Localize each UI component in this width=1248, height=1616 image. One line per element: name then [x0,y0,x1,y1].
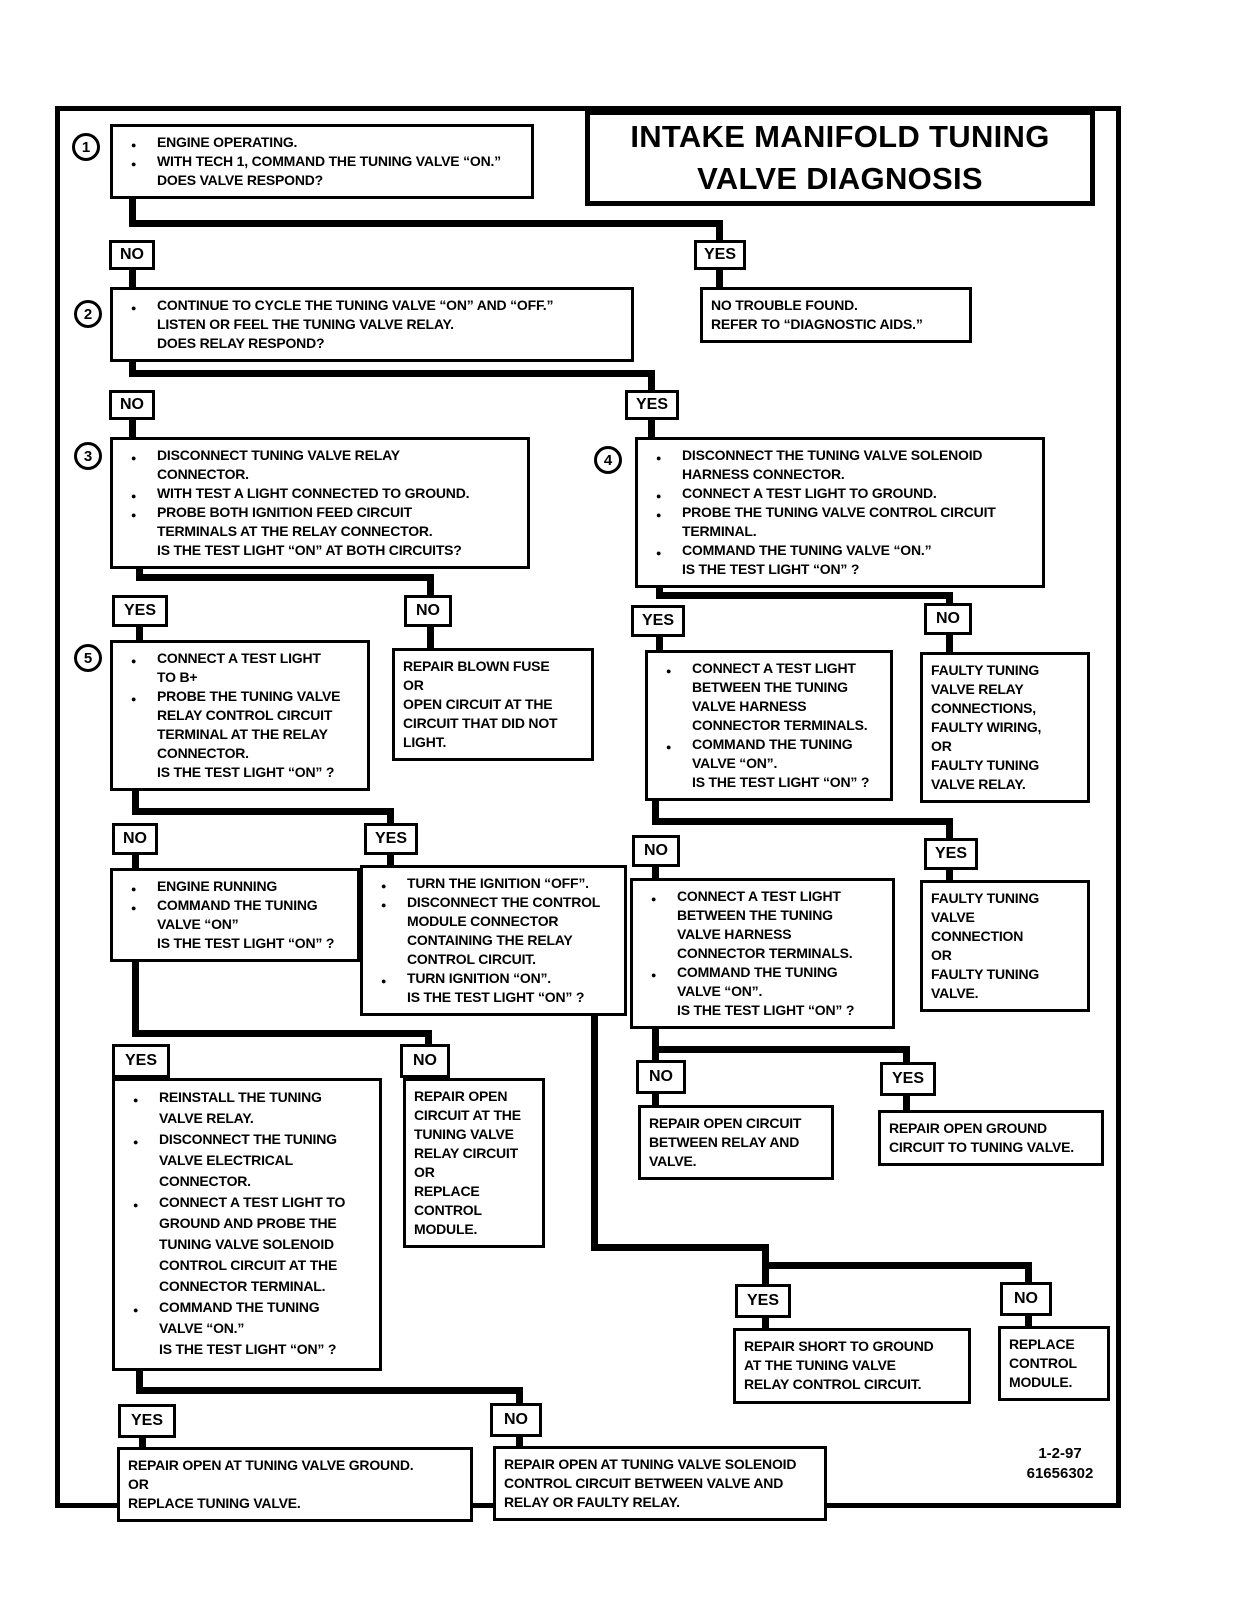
connector-line [427,574,434,597]
connector-line [648,370,655,392]
box-line: FAULTY TUNING [931,757,1040,773]
connector-line [946,818,953,840]
box-line: LISTEN OR FEEL THE TUNING VALVE RELAY. [157,316,454,332]
box-line: REFER TO “DIAGNOSTIC AIDS.” [711,316,923,332]
flow-box-replace-control-module [998,1326,1110,1401]
box-line: CONNECTOR. [159,1173,251,1189]
box-line: IS THE TEST LIGHT “ON” ? [157,935,335,951]
decision-tag-no: NO [490,1403,542,1437]
flow-box-step4 [635,437,1045,588]
connector-line [652,1024,659,1062]
box-line: CONTROL [1009,1355,1077,1371]
decision-tag-no: NO [1000,1282,1052,1316]
footer-date: 1-2-97 [1038,1445,1082,1462]
box-line: VALVE “ON”. [692,755,778,771]
box-line: ● ENGINE RUNNING [121,877,349,896]
box-line: REPAIR OPEN AT TUNING VALVE SOLENOID [504,1456,797,1472]
box-line: VALVE HARNESS [677,926,792,942]
box-line: DOES VALVE RESPOND? [157,172,324,188]
box-line: ● CONNECT A TEST LIGHT TO [123,1192,371,1213]
flow-box-repair-solenoid-circuit [493,1446,827,1521]
decision-tag-no: NO [400,1044,450,1078]
connector-line [132,808,394,815]
flow-box-connect-test-light-b [630,878,895,1029]
connector-line [716,268,723,289]
box-line: ● COMMAND THE TUNING [656,735,882,754]
box-line: VALVE ELECTRICAL [159,1152,293,1168]
connector-line [762,1262,1032,1269]
flow-box-repair-tuning-valve-ground [117,1447,473,1522]
decision-tag-yes: YES [364,823,418,855]
box-line: OR [414,1164,435,1180]
box-line: GROUND AND PROBE THE [159,1215,337,1231]
box-line: IS THE TEST LIGHT “ON” ? [677,1002,855,1018]
decision-tag-no: NO [112,823,158,855]
box-line: MODULE. [1009,1374,1073,1390]
flow-box-step1 [110,124,534,199]
decision-tag-no: NO [109,390,155,420]
box-line: VALVE. [649,1153,697,1169]
box-line: CONNECTOR TERMINAL. [159,1278,326,1294]
step-circle-3: 3 [74,442,102,470]
box-line: CONNECTOR TERMINALS. [677,945,853,961]
box-line: ● REINSTALL THE TUNING [123,1087,371,1108]
box-line: REPLACE TUNING VALVE. [128,1495,301,1511]
box-line: CONNECTOR. [157,745,249,761]
decision-tag-yes: YES [625,390,679,420]
flow-box-reinstall-relay [112,1078,382,1371]
box-line: VALVE. [931,985,979,1001]
flow-box-repair-open-between-relay-valve [638,1105,834,1180]
box-line: TO B+ [157,669,198,685]
box-line: ● CONNECT A TEST LIGHT [656,659,882,678]
decision-tag-yes: YES [631,605,685,637]
box-line: CONTROL CIRCUIT. [407,951,536,967]
decision-tag-yes: YES [880,1062,936,1096]
flow-box-no-trouble-found [700,287,972,343]
flow-box-repair-blown-fuse [392,648,594,761]
box-line: LIGHT. [403,734,447,750]
box-line: ● CONNECT A TEST LIGHT [121,649,359,668]
box-line: TERMINAL. [682,523,757,539]
connector-line [652,818,953,825]
box-line: RELAY CONTROL CIRCUIT. [744,1376,922,1392]
connector-line [129,220,723,227]
flow-box-faulty-connection [920,880,1090,1012]
box-line: ● TURN IGNITION “ON”. [371,969,616,988]
box-line: IS THE TEST LIGHT “ON” ? [407,989,585,1005]
step-circle-1: 1 [72,133,100,161]
decision-tag-yes: YES [924,838,978,870]
connector-line [656,592,953,599]
flow-box-connect-test-light-a [645,650,893,801]
box-line: IS THE TEST LIGHT “ON” ? [157,764,335,780]
box-line: RELAY CONTROL CIRCUIT [157,707,333,723]
box-line: CONNECTION [931,928,1024,944]
box-line: CONTROL CIRCUIT AT THE [159,1257,338,1273]
box-line: ● PROBE THE TUNING VALVE CONTROL CIRCUIT [646,503,1034,522]
connector-line [129,370,655,377]
box-line: VALVE RELAY [931,681,1024,697]
footer-docinfo [985,1444,1135,1484]
flow-box-repair-open-relay-circuit [403,1078,545,1248]
connector-line [136,1387,523,1394]
box-line: CIRCUIT TO TUNING VALVE. [889,1139,1074,1155]
decision-tag-no: NO [632,835,680,867]
page-title: INTAKE MANIFOLD TUNING VALVE DIAGNOSIS [585,110,1095,206]
box-line: TERMINALS AT THE RELAY CONNECTOR. [157,523,433,539]
box-line: REPAIR SHORT TO GROUND [744,1338,934,1354]
connector-line [1025,1262,1032,1284]
flow-box-step3 [110,437,530,569]
box-line: REPAIR OPEN CIRCUIT [649,1115,802,1131]
box-line: OR [128,1476,149,1492]
box-line: ● WITH TECH 1, COMMAND THE TUNING VALVE “ON.” [121,152,523,171]
flow-box-step5 [110,640,370,791]
box-line: ● DISCONNECT THE CONTROL [371,893,616,912]
connector-line [648,418,655,439]
box-line: IS THE TEST LIGHT “ON” ? [692,774,870,790]
connector-line [652,1046,910,1053]
box-line: OR [931,738,952,754]
box-line: CIRCUIT AT THE [414,1107,521,1123]
box-line: REPAIR OPEN AT TUNING VALVE GROUND. [128,1457,414,1473]
box-line: REPAIR OPEN [414,1088,508,1104]
decision-tag-yes: YES [118,1404,176,1438]
box-line: REPLACE [414,1183,480,1199]
box-line: VALVE [931,909,975,925]
box-line: VALVE “ON”. [677,983,763,999]
box-line: TUNING VALVE [414,1126,514,1142]
connector-line [129,268,136,289]
step-circle-5: 5 [74,644,102,672]
connector-line [427,625,434,650]
box-line: ● COMMAND THE TUNING [123,1297,371,1318]
decision-tag-no: NO [924,603,972,635]
box-line: ● PROBE BOTH IGNITION FEED CIRCUIT [121,503,519,522]
decision-tag-yes: YES [112,595,168,627]
box-line: ● COMMAND THE TUNING [121,896,349,915]
connector-line [132,952,139,1037]
flow-box-step2 [110,287,634,362]
box-line: IS THE TEST LIGHT “ON” ? [682,561,860,577]
box-line: ● WITH TEST A LIGHT CONNECTED TO GROUND. [121,484,519,503]
box-line: BETWEEN THE TUNING [692,679,848,695]
decision-tag-no: NO [404,595,452,627]
box-line: VALVE RELAY. [159,1110,254,1126]
footer-doc-number: 61656302 [1026,1465,1094,1482]
flow-box-repair-open-ground [878,1110,1104,1166]
box-line: FAULTY TUNING [931,662,1040,678]
box-line: MODULE CONNECTOR [407,913,559,929]
box-line: VALVE “ON.” [159,1320,245,1336]
box-line: ● ENGINE OPERATING. [121,133,523,152]
box-line: IS THE TEST LIGHT “ON” ? [159,1341,337,1357]
connector-line [946,633,953,654]
box-line: CONTROL CIRCUIT BETWEEN VALVE AND [504,1475,784,1491]
connector-line [591,1008,598,1251]
connector-line [129,418,136,439]
box-line: DOES RELAY RESPOND? [157,335,325,351]
box-line: HARNESS CONNECTOR. [682,466,845,482]
box-line: RELAY OR FAULTY RELAY. [504,1494,680,1510]
box-line: VALVE “ON” [157,916,239,932]
flow-box-faulty-relay [920,652,1090,803]
box-line: MODULE. [414,1221,478,1237]
decision-tag-yes: YES [735,1284,791,1318]
box-line: RELAY CIRCUIT [414,1145,518,1161]
step-circle-2: 2 [74,300,102,328]
box-line: ● PROBE THE TUNING VALVE [121,687,359,706]
box-line: VALVE HARNESS [692,698,807,714]
decision-tag-yes: YES [694,240,746,270]
box-line: AT THE TUNING VALVE [744,1357,896,1373]
box-line: ● DISCONNECT THE TUNING VALVE SOLENOID [646,446,1034,465]
box-line: CONNECTOR. [157,466,249,482]
step-circle-4: 4 [594,446,622,474]
box-line: CIRCUIT THAT DID NOT [403,715,558,731]
box-line: ● DISCONNECT THE TUNING [123,1129,371,1150]
box-line: REPLACE [1009,1336,1075,1352]
box-line: OR [403,677,424,693]
connector-line [591,1244,769,1251]
connector-line [136,574,434,581]
box-line: FAULTY TUNING [931,890,1040,906]
connector-line [132,1030,432,1037]
box-line: OPEN CIRCUIT AT THE [403,696,553,712]
box-line: FAULTY TUNING [931,966,1040,982]
box-line: TERMINAL AT THE RELAY [157,726,328,742]
box-line: CONTROL [414,1202,482,1218]
box-line: ● CONNECT A TEST LIGHT TO GROUND. [646,484,1034,503]
box-line: IS THE TEST LIGHT “ON” AT BOTH CIRCUITS? [157,542,462,558]
box-line: CONTAINING THE RELAY [407,932,573,948]
box-line: ● COMMAND THE TUNING [641,963,884,982]
box-line: BETWEEN RELAY AND [649,1134,800,1150]
flow-box-repair-short-to-ground [733,1328,971,1404]
decision-tag-no: NO [109,240,155,270]
box-line: ● CONNECT A TEST LIGHT [641,887,884,906]
box-line: ● CONTINUE TO CYCLE THE TUNING VALVE “ON” AND “OFF.” [121,296,623,315]
connector-line [716,220,723,242]
box-line: BETWEEN THE TUNING [677,907,833,923]
box-line: CONNECTOR TERMINALS. [692,717,868,733]
box-line: ● COMMAND THE TUNING VALVE “ON.” [646,541,1034,560]
box-line: VALVE RELAY. [931,776,1026,792]
box-line: ● DISCONNECT TUNING VALVE RELAY [121,446,519,465]
box-line: FAULTY WIRING, [931,719,1042,735]
decision-tag-yes: YES [112,1044,170,1078]
box-line: OR [931,947,952,963]
box-line: REPAIR OPEN GROUND [889,1120,1047,1136]
flow-box-turn-ignition-off [360,865,627,1016]
box-line: TUNING VALVE SOLENOID [159,1236,334,1252]
box-line: ● TURN THE IGNITION “OFF”. [371,874,616,893]
box-line: CONNECTIONS, [931,700,1036,716]
decision-tag-no: NO [636,1060,686,1094]
flow-box-engine-running [110,868,360,962]
box-line: NO TROUBLE FOUND. [711,297,858,313]
box-line: REPAIR BLOWN FUSE [403,658,550,674]
